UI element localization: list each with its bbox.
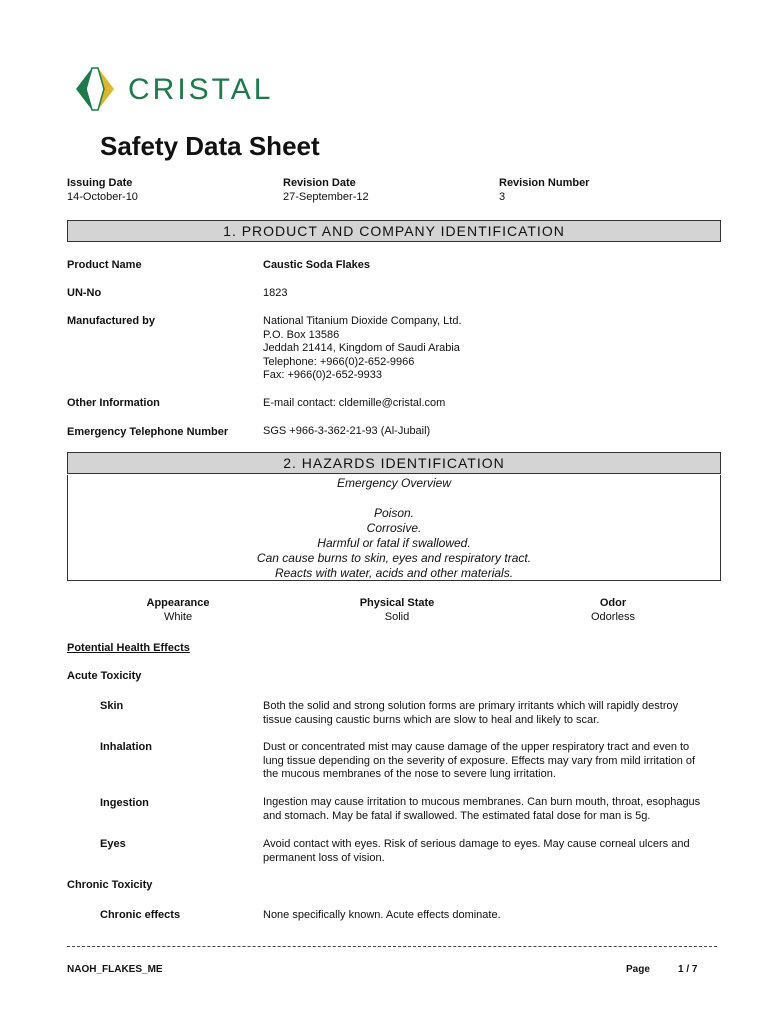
emergency-overview-box <box>67 475 721 581</box>
skin-line: Both the solid and strong solution forms are primary irritants which will rapidly destroy <box>263 700 679 712</box>
manufacturer-line: Fax: +966(0)2-652-9933 <box>263 369 382 381</box>
odor-value: Odorless <box>590 611 636 623</box>
emergency-phone-value: SGS +966-3-362-21-93 (Al-Jubail) <box>263 425 431 437</box>
chronic-effects-label: Chronic effects <box>100 909 181 921</box>
eyes-label: Eyes <box>100 838 126 850</box>
odor-label: Odor <box>599 597 627 609</box>
hazard-statement: Poison. <box>373 506 415 520</box>
ingestion-line: Ingestion may cause irritation to mucous membranes. Can burn mouth, throat, esophagus <box>263 796 701 808</box>
manufacturer-line: Jeddah 21414, Kingdom of Saudi Arabia <box>263 342 460 354</box>
inhalation-description <box>263 741 695 782</box>
manufacturer-line: P.O. Box 13586 <box>263 328 340 341</box>
acute-toxicity-heading: Acute Toxicity <box>67 670 142 682</box>
hazard-statement: Corrosive. <box>366 521 422 535</box>
chronic-effects-value: None specifically known. Acute effects dominate. <box>263 909 501 921</box>
other-information-label: Other Information <box>67 397 160 409</box>
skin-line: tissue causing caustic burns which are slow to heal and likely to scar. <box>263 713 600 726</box>
ingestion-label: Ingestion <box>100 797 149 809</box>
eyes-description <box>263 838 690 865</box>
issuing-date-label: Issuing Date <box>67 177 133 189</box>
inhalation-line: lung tissue depending on the severity of exposure. Effects may vary from mild irritation of <box>263 754 696 767</box>
section-1-header: 1. PRODUCT AND COMPANY IDENTIFICATION <box>67 220 721 242</box>
appearance-label: Appearance <box>146 597 210 609</box>
page-label: Page <box>626 964 650 975</box>
product-name-label: Product Name <box>67 259 142 271</box>
inhalation-label: Inhalation <box>100 741 152 753</box>
emergency-phone-label: Emergency Telephone Number <box>67 426 229 438</box>
un-number-value: 1823 <box>263 287 288 299</box>
manufacturer-label: Manufactured by <box>67 315 156 327</box>
potential-health-effects-heading: Potential Health Effects <box>67 642 190 654</box>
manufacturer-line: Telephone: +966(0)2-652-9966 <box>263 355 415 368</box>
manufacturer-line: National Titanium Dioxide Company, Ltd. <box>263 315 462 327</box>
eyes-line: Avoid contact with eyes. Risk of serious damage to eyes. May cause corneal ulcers and <box>263 838 690 850</box>
hazard-statement: Harmful or fatal if swallowed. <box>317 536 471 550</box>
emergency-overview-title: Emergency Overview <box>336 476 452 490</box>
revision-number-value: 3 <box>499 191 506 203</box>
page-number: 1 / 7 <box>678 964 698 975</box>
revision-date-value: 27-September-12 <box>283 191 369 203</box>
manufacturer-address <box>263 315 462 383</box>
section-2-header: 2. HAZARDS IDENTIFICATION <box>67 452 721 474</box>
issuing-date-value: 14-October-10 <box>67 191 138 203</box>
physical-state-label: Physical State <box>359 597 435 609</box>
footer-divider <box>67 946 717 947</box>
physical-state-value: Solid <box>384 611 410 623</box>
document-code: NAOH_FLAKES_ME <box>67 964 163 975</box>
ingestion-description <box>263 796 700 823</box>
skin-description <box>263 700 678 727</box>
ingestion-line: and stomach. May be fatal if swallowed. The estimated fatal dose for man is 5g. <box>263 809 651 822</box>
page-title: Safety Data Sheet <box>100 131 320 161</box>
skin-label: Skin <box>100 700 124 712</box>
product-name-value: Caustic Soda Flakes <box>263 259 370 271</box>
inhalation-line: the mucous membranes of the nose to severe lung irritation. <box>263 768 556 780</box>
inhalation-line: Dust or concentrated mist may cause damage of the upper respiratory tract and even to <box>263 741 690 753</box>
other-information-value: E-mail contact: cldemille@cristal.com <box>263 397 446 409</box>
un-number-label: UN-No <box>67 287 102 299</box>
hazard-statement: Reacts with water, acids and other materials. <box>274 566 514 580</box>
eyes-line: permanent loss of vision. <box>263 851 385 864</box>
logo-wordmark: CRISTAL <box>128 73 274 106</box>
revision-date-label: Revision Date <box>283 177 356 189</box>
appearance-value: White <box>163 611 193 623</box>
revision-number-label: Revision Number <box>499 177 590 189</box>
logo-mark-icon <box>76 68 114 110</box>
chronic-toxicity-heading: Chronic Toxicity <box>67 879 153 891</box>
hazard-statement: Can cause burns to skin, eyes and respiratory tract. <box>256 551 532 565</box>
